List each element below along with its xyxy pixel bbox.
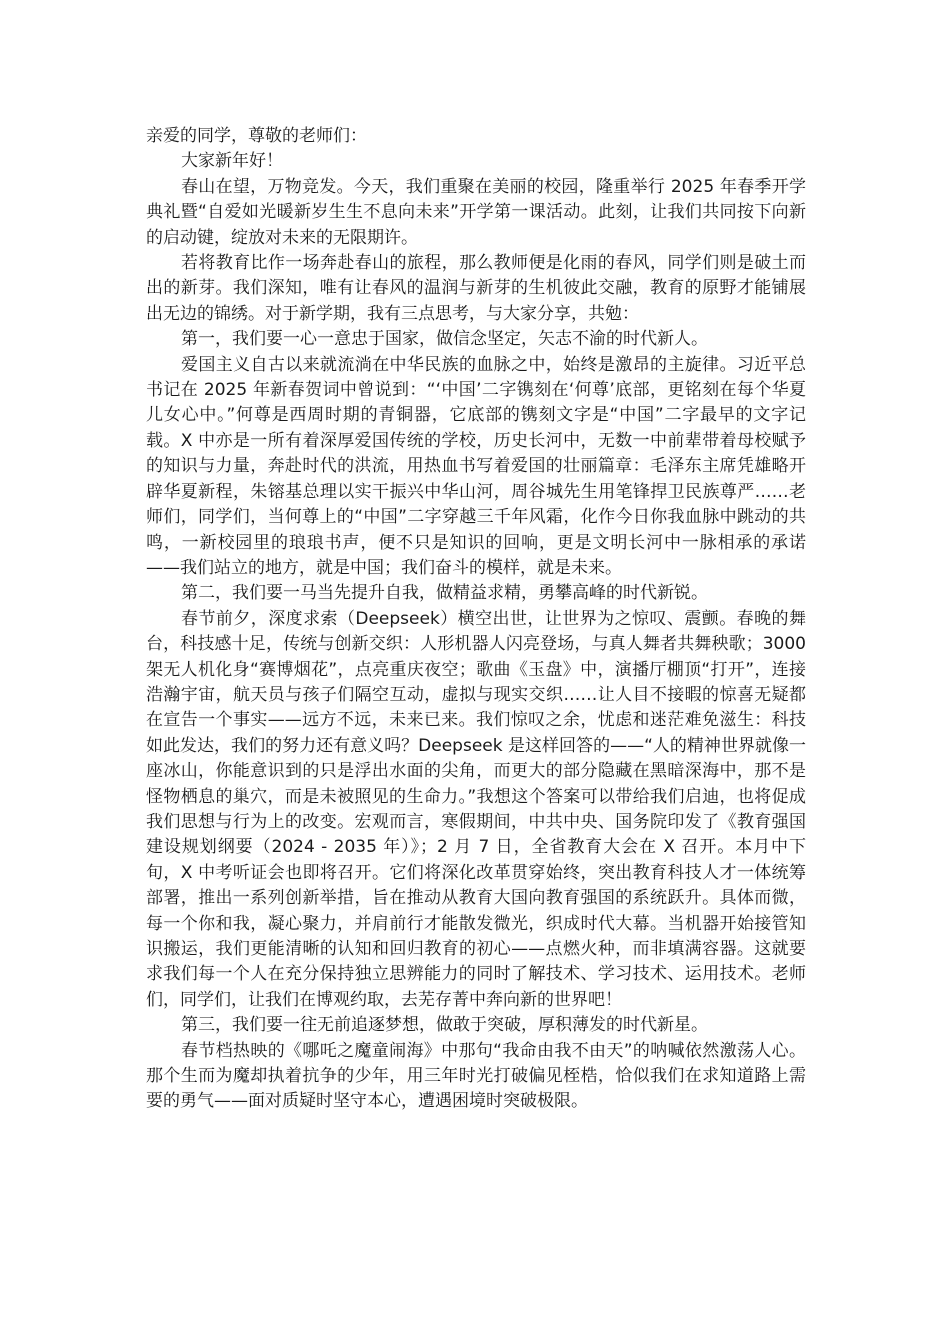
salutation: 亲爱的同学，尊敬的老师们： (146, 126, 367, 146)
point-three-heading: 第三，我们要一往无前追逐梦想，做敢于突破，厚积薄发的时代新星。 (181, 1015, 708, 1036)
point-two-heading: 第二，我们要一马当先提升自我，做精益求精，勇攀高峰的时代新锐。 (181, 583, 708, 604)
point-one-body: 爱国主义自古以来就流淌在中华民族的血脉之中，始终是激昂的主旋律。习近平总书记在 2025 年新春贺词中曾说到：“‘中国’二字镌刻在‘何尊’底部，更铭刻在每个华夏儿女心中。”何尊是西周时期的青铜器，它底部的镌刻文字是“中国”二字最早的文字记载。X 中亦是一所有着深厚爱国传统的学校，历史长河中，无数一中前辈带着母校赋予的知识与力量，奔赴时代的洪流，用热血书写着爱国的壮丽篇章：毛泽东主席凭雄略开辟华夏新程，朱镕基总理以实干振兴中华山河，周谷城先生用笔锋捍卫民族尊严……老师们，同学们，当何尊上的“中国”二字穿越三千年风霜，化作今日你我血脉中跳动的共鸣，一新校园里的琅琅书声，便不只是知识的回响，更是文明长河中一脉相承的承诺——我们站立的地方，就是中国；我们奋斗的模样，就是未来。 (146, 354, 806, 578)
point-two-body: 春节前夕，深度求索（Deepseek）横空出世，让世界为之惊叹、震颤。春晚的舞台，科技感十足，传统与创新交织：人形机器人闪亮登场，与真人舞者共舞秧歌；3000 架无人机化身“赛博烟花”，点亮重庆夜空；歌曲《玉盘》中，演播厅棚顶“打开”，连接浩瀚宇宙，航天员与孩子们隔空互动，虚拟与现实交织……让人目不接暇的惊喜无疑都在宣告一个事实——远方不远，未来已来。我们惊叹之余，忧虑和迷茫难免滋生：科技如此发达，我们的努力还有意义吗？Deepseek 是这样回答的——“人的精神世界就像一座冰山，你能意识到的只是浮出水面的尖角，而更大的部分隐藏在黑暗深海中，那不是怪物栖息的巢穴，而是未被照见的生命力。”我想这个答案可以带给我们启迪，也将促成我们思想与行为上的改变。宏观而言，寒假期间，中共中央、国务院印发了《教育强国建设规划纲要（2024 - 2035 年）》；2 月 7 日，全省教育大会在 X 召开。本月中下旬，X 中考听证会也即将召开。它们将深化改革贯穿始终，突出教育科技人才一体统筹部署，推出一系列创新举措，旨在推动从教育大国向教育强国的系统跃升。具体而微，每一个你和我，凝心聚力，并肩前行才能散发微光，织成时代大幕。当机器开始接管知识搬运，我们更能清晰的认知和回归教育的初心——点燃火种，而非填满容器。这就要求我们每一个人在充分保持独立思辨能力的同时了解技术、学习技术、运用技术。老师们，同学们，让我们在博观约取，去芜存菁中奔向新的世界吧！ (146, 608, 806, 1010)
speech-document (146, 124, 806, 1115)
point-one-heading: 第一，我们要一心一意忠于国家，做信念坚定，矢志不渝的时代新人。 (181, 329, 708, 350)
greeting-paragraph: 大家新年好！ (181, 151, 283, 172)
point-three-body: 春节档热映的《哪吒之魔童闹海》中那句“我命由我不由天”的呐喊依然激荡人心。那个生而为魔却执着抗争的少年，用三年时光打破偏见桎梏，恰似我们在求知道路上需要的勇气——面对质疑时坚守本心，遭遇困境时突破极限。 (146, 1040, 806, 1112)
metaphor-paragraph: 若将教育比作一场奔赴春山的旅程，那么教师便是化雨的春风，同学们则是破土而出的新芽。我们深知，唯有让春风的温润与新芽的生机彼此交融，教育的原野才能铺展出无边的锦绣。对于新学期，我有三点思考，与大家分享，共勉： (146, 253, 806, 324)
opening-paragraph: 春山在望，万物竞发。今天，我们重聚在美丽的校园，隆重举行 2025 年春季开学典礼暨“自爱如光暖新岁生生不息向未来”开学第一课活动。此刻，让我们共同按下向新的启动键，绽放对未来的无限期许。 (146, 176, 806, 248)
